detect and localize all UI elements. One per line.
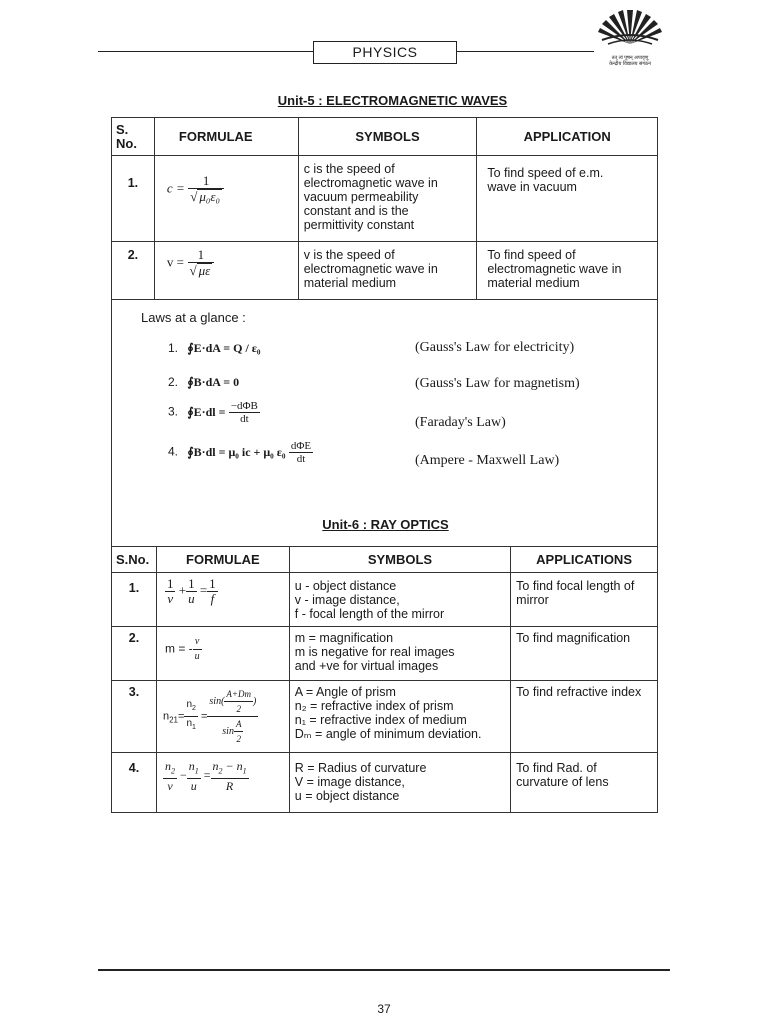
application-cell: To find refractive index [511,681,658,753]
symbols-cell [289,573,510,627]
col-formulae-header: FORMULAE [154,118,298,156]
formula-lhs: c = [166,180,185,196]
formula-denominator: √ μ₀ε₀ [190,189,221,204]
symbol-line: f - focal length of the mirror [294,607,445,621]
formula-cell: m = - $\frac{v}{u}$ [156,627,289,681]
col-formulae-header: FORMULAE [156,547,289,573]
symbol-line: m = magnification [294,631,394,645]
law-item [168,440,313,465]
law-equation: ∮E·dl = [187,404,226,419]
symbol-line: V = image distance, [294,775,405,789]
lens-term-rhs: $\frac{n_2 - n_1}{R}$ [212,759,247,794]
symbol-line: and +ve for virtual images [294,659,439,673]
laws-heading: Laws at a glance : [141,310,246,325]
row-sno: 3. [112,681,157,753]
law-description: (Gauss's Law for magnetism) [415,376,580,391]
unit5-title: Unit-5 : ELECTROMAGNETIC WAVES [277,93,508,108]
application-cell: To find focal length of mirror [511,573,658,627]
law-item [168,341,261,356]
formula-numerator: 1 [188,248,215,263]
application-cell: To find speed of e.m. wave in vacuum [477,156,658,242]
formula-denominator: √ με [189,263,211,278]
law-denominator: dt [296,453,306,465]
symbol-line: n₁ = refractive index of medium [294,713,467,727]
table-row [112,156,658,242]
law-description: (Gauss's Law for electricity) [415,340,575,355]
kvs-logo [594,4,666,67]
formula-cell [154,242,298,300]
mirror-formula-term-f: $\frac{1}{f}$ [209,576,216,606]
symbol-line: n₂ = refractive index of prism [294,699,454,713]
law-equation: ∮B·dA = 0 [187,375,240,389]
unit6-header-row [112,547,658,573]
row-sno: 1. [112,573,157,627]
formula-cell: $\frac{1}{v}$ + $\frac{1}{u}$ = $\frac{1}{f}$ [156,573,289,627]
col-sno-header: S. No. [112,118,155,156]
law-number: 1. [168,341,179,355]
subject-title: PHYSICS [313,41,457,64]
law-item [168,400,260,425]
row-sno: 2. [112,627,157,681]
symbols-cell [289,753,510,813]
unit6-table [111,546,658,813]
logo-org-name: केन्द्रीय विद्यालय संगठन [609,61,651,67]
row-sno: 2. [112,242,155,300]
formula-radicand: με [198,263,211,278]
formula-cell: $\frac{n_2}{v}$ − $\frac{n_1}{u}$ = $\frac{n_2 - n_1}{R}$ [156,753,289,813]
law-description: (Ampere - Maxwell Law) [415,453,560,468]
index-ratio: $\frac{n_2}{n_1}$ [186,699,196,731]
row-sno: 1. [112,156,155,242]
col-sno-header: S.No. [112,547,157,573]
prism-formula-fraction: sin( $\frac{A+Dm}{2}$ ) sin $\frac{A}{2}$ [209,689,257,744]
application-cell: To find Rad. of curvature of lens [511,753,658,813]
law-item [168,375,239,390]
symbol-line: u - object distance [294,579,397,593]
formula-fraction [188,174,224,204]
formula-radicand: μ₀ε₀ [199,189,221,204]
page-number: 37 [377,1002,391,1016]
unit6-title: Unit-6 : RAY OPTICS [322,517,449,532]
lens-term-n2-v: $\frac{n_2}{v}$ [164,759,175,794]
row-sno: 4. [112,753,157,813]
symbol-line: v - image distance, [294,593,400,607]
unit5-header-row [112,118,658,156]
mirror-formula-term-u: $\frac{1}{u}$ [188,576,195,606]
col-application-header: APPLICATION [477,118,658,156]
application-cell: To find speed of electromagnetic wave in material medium [477,242,658,300]
symbols-cell: v is the speed of electromagnetic wave in material medium [298,242,477,300]
law-fraction [229,400,260,425]
header-rule-right [456,51,594,52]
header-rule-left [98,51,313,52]
symbols-cell: c is the speed of electromagnetic wave in vacuum permeability constant and is the permittivity constant [298,156,477,242]
table-row [112,753,658,813]
formula-lhs: v = [166,254,185,270]
mirror-formula-term-v: $\frac{1}{v}$ [166,576,174,606]
law-numerator: dΦE [290,440,312,452]
symbol-line: A = Angle of prism [294,685,396,699]
law-number: 3. [168,404,179,419]
table-row [112,681,658,753]
symbol-line: m is negative for real images [294,645,455,659]
table-row [112,573,658,627]
lens-term-n1-u: $\frac{n_1}{u}$ [188,759,199,794]
laws-panel [111,298,658,546]
formula-fraction [188,248,215,278]
unit5-table [111,117,658,300]
col-symbols-header: SYMBOLS [298,118,477,156]
sunburst-logo-icon [594,4,666,50]
law-number: 4. [168,444,179,459]
symbol-line: u = object distance [294,789,400,803]
symbols-cell [289,681,510,753]
law-denominator: dt [240,413,249,425]
symbols-cell [289,627,510,681]
application-cell: To find magnification [511,627,658,681]
formula-numerator: 1 [188,174,224,189]
law-fraction [289,440,313,465]
law-equation: ∮E·dA = Q / ε₀ [187,341,261,355]
col-applications-header: APPLICATIONS [511,547,658,573]
col-symbols-header: SYMBOLS [289,547,510,573]
table-row [112,242,658,300]
symbol-line: R = Radius of curvature [294,761,427,775]
law-numerator: −dΦB [230,400,258,412]
law-number: 2. [168,375,179,389]
logo-motto: तत् त्वं पूषन् अपावृणु [611,55,649,61]
symbol-line: Dₘ = angle of minimum deviation. [294,727,482,741]
formula-cell: $n_{21}=$ $\frac{n_2}{n_1}$ = sin( $\frac{A+Dm}{2}$ ) sin $\frac{A}{2}$ [156,681,289,753]
formula-cell [154,156,298,242]
law-equation: ∮B·dl = μ₀ iс + μ₀ ε₀ [187,444,286,459]
table-row [112,627,658,681]
footer-rule [98,969,670,971]
magnification-fraction: $\frac{v}{u}$ [194,636,200,662]
law-description: (Faraday's Law) [415,415,506,430]
